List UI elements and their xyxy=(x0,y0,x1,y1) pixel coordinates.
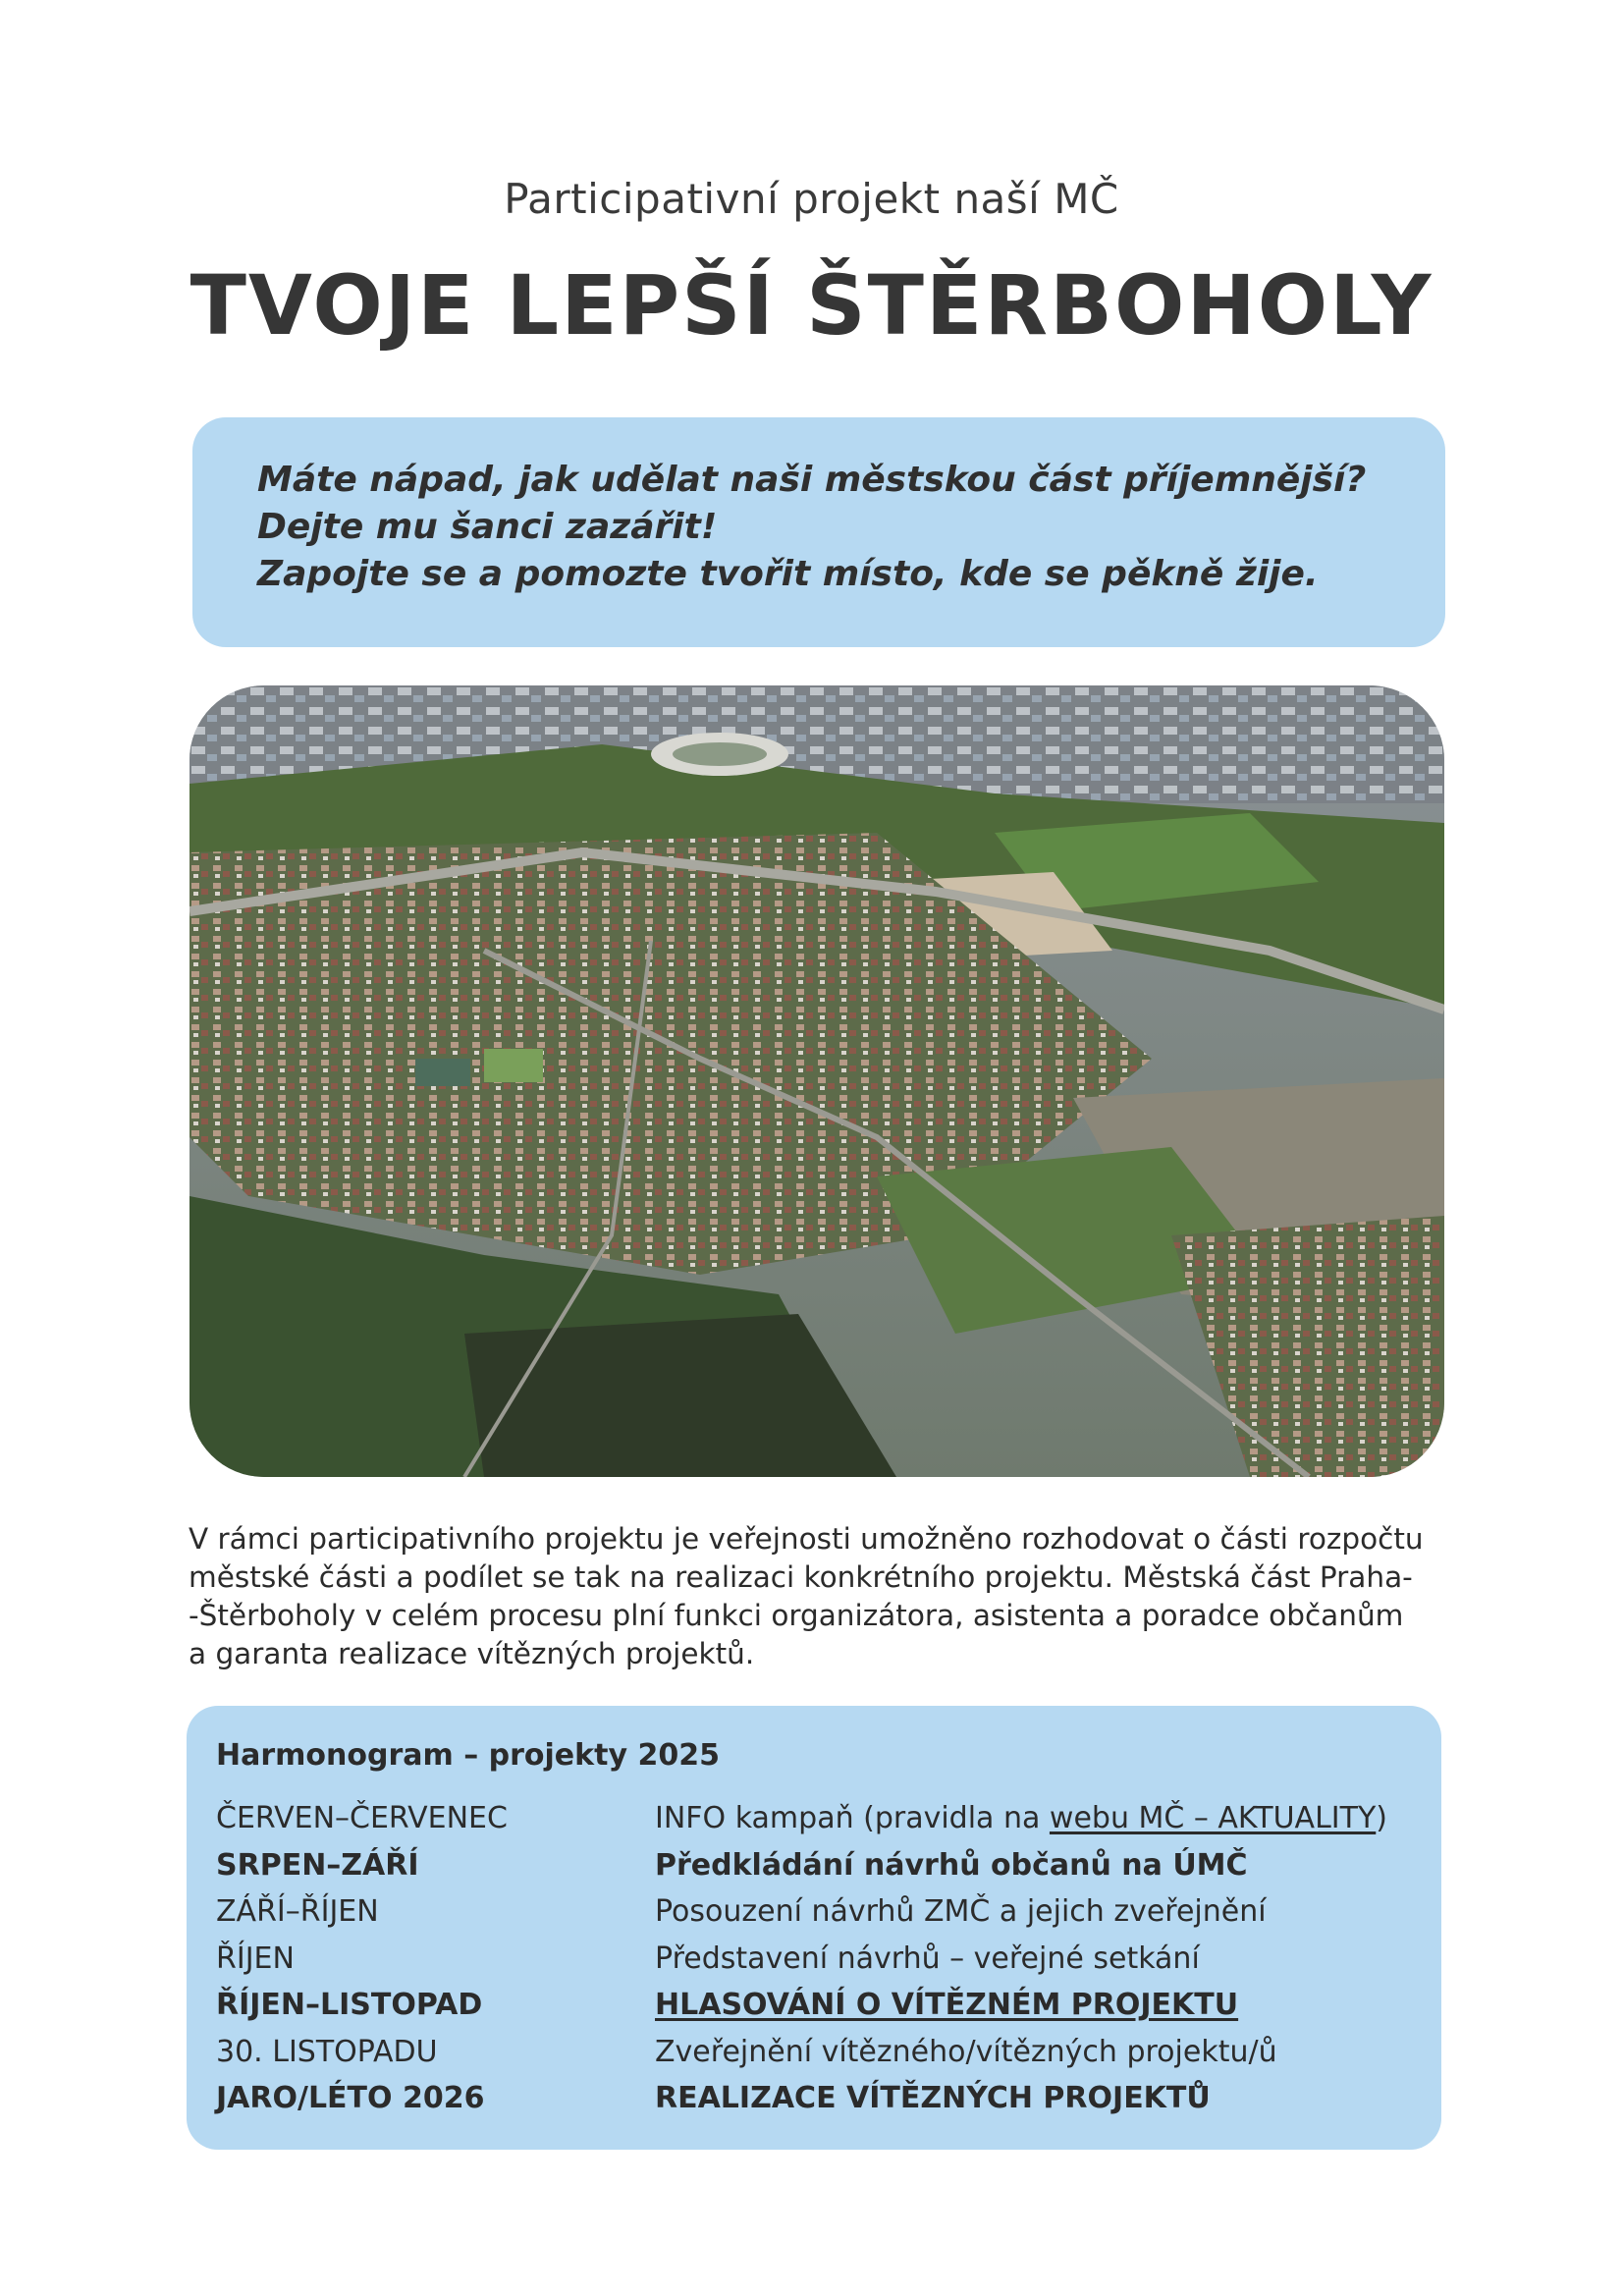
schedule-row xyxy=(216,2076,1441,2123)
schedule-row xyxy=(216,1889,1441,1937)
schedule-row xyxy=(216,2030,1441,2077)
callout-box xyxy=(192,417,1445,647)
page-title: TVOJE LEPŠÍ ŠTĚRBOHOLY xyxy=(189,257,1434,354)
schedule-row xyxy=(216,1796,1441,1843)
intro-line: a garanta realizace vítězných projektů. xyxy=(189,1637,755,1670)
schedule-period: ČERVEN–ČERVENEC xyxy=(216,1801,508,1835)
schedule-period: 30. LISTOPADU xyxy=(216,2034,438,2069)
intro-line: V rámci participativního projektu je veřejnosti umožněno rozhodovat o části rozpočtu xyxy=(189,1522,1424,1556)
schedule-desc xyxy=(655,1796,1387,1841)
schedule-heading: Harmonogram – projekty 2025 xyxy=(216,1738,720,1773)
schedule-row xyxy=(216,1983,1441,2030)
intro-paragraph xyxy=(189,1520,1449,1673)
schedule-period: ZÁŘÍ–ŘÍJEN xyxy=(216,1894,379,1929)
schedule-period: ŘÍJEN–LISTOPAD xyxy=(216,1988,483,2022)
schedule-period: SRPEN–ZÁŘÍ xyxy=(216,1847,419,1883)
callout-line: Dejte mu šanci zazářit! xyxy=(257,507,718,547)
schedule-row xyxy=(216,1843,1441,1890)
schedule-desc: Představení návrhů – veřejné setkání xyxy=(655,1941,1200,1976)
aerial-photo xyxy=(189,685,1444,1477)
schedule-row xyxy=(216,1937,1441,1984)
callout-line: Máte nápad, jak udělat naši městskou část příjemnější? xyxy=(257,460,1367,500)
schedule-desc-suffix: ) xyxy=(1376,1801,1388,1835)
schedule-box xyxy=(187,1706,1441,2150)
web-aktuality-link[interactable]: webu MČ – AKTUALITY xyxy=(1049,1801,1377,1835)
intro-line: městské části a podílet se tak na realizaci konkrétního projektu. Městská část Praha- xyxy=(189,1560,1413,1594)
intro-line: -Štěrboholy v celém procesu plní funkci organizátora, asistenta a poradce občanům xyxy=(189,1599,1404,1632)
aerial-photo-icon xyxy=(189,685,1444,1477)
callout-line: Zapojte se a pomozte tvořit místo, kde se pěkně žije. xyxy=(257,554,1319,594)
schedule-desc: Zveřejnění vítězného/vítězných projektu/ů xyxy=(655,2034,1277,2069)
schedule-desc: REALIZACE VÍTĚZNÝCH PROJEKTŮ xyxy=(655,2081,1211,2115)
schedule-desc: Posouzení návrhů ZMČ a jejich zveřejnění xyxy=(655,1894,1267,1929)
page-subtitle: Participativní projekt naší MČ xyxy=(504,175,1119,223)
schedule-desc: Předkládání návrhů občanů na ÚMČ xyxy=(655,1847,1248,1883)
schedule-period: ŘÍJEN xyxy=(216,1941,295,1976)
schedule-desc-prefix: INFO kampaň (pravidla na xyxy=(655,1801,1050,1835)
schedule-desc: HLASOVÁNÍ O VÍTĚZNÉM PROJEKTU xyxy=(655,1988,1239,2022)
schedule-period: JARO/LÉTO 2026 xyxy=(216,2081,485,2115)
